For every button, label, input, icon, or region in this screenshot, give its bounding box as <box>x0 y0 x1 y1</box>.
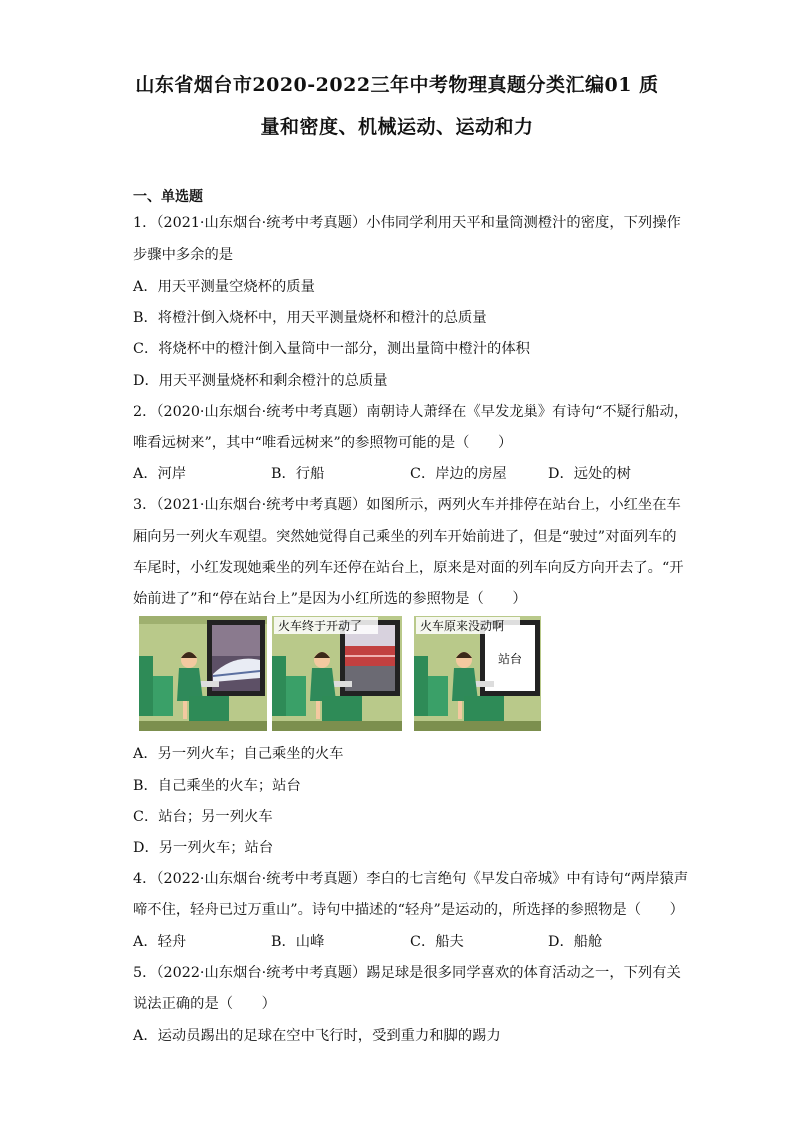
q3-option-b: B．自己乘坐的火车；站台 <box>133 778 301 794</box>
q1-option-b: B．将橙汁倒入烧杯中，用天平测量烧杯和橙汁的总质量 <box>133 310 487 326</box>
figure-caption-3: 站台 <box>498 652 523 666</box>
q5-option-a: A．运动员踢出的足球在空中飞行时，受到重力和脚的踢力 <box>133 1028 501 1044</box>
q2-option-a: A．河岸 <box>133 466 187 482</box>
q3-option-a: A．另一列火车；自己乘坐的火车 <box>133 746 344 762</box>
q2-option-c: C．岸边的房屋 <box>410 466 507 482</box>
figure-panel-1 <box>139 616 267 731</box>
doc-title-line-1: 山东省烟台市2020-2022三年中考物理真题分类汇编01 质 <box>135 74 659 96</box>
q3-option-c: C．站台；另一列火车 <box>133 809 273 825</box>
q3-option-d: D．另一列火车；站台 <box>133 840 274 856</box>
q1-stem-line-2: 步骤中多余的是 <box>133 247 234 263</box>
q1-stem-line-1: 1．（2021·山东烟台·统考中考真题）小伟同学利用天平和量筒测橙汁的密度，下列操作 <box>133 215 681 231</box>
q4-option-a: A．轻舟 <box>133 934 187 950</box>
q1-option-d: D．用天平测量烧杯和剩余橙汁的总质量 <box>133 373 388 389</box>
q4-stem-line-1: 4．（2022·山东烟台·统考中考真题）李白的七言绝句《早发白帝城》中有诗句“两岸猿声 <box>133 871 689 887</box>
q2-stem-line-1: 2．（2020·山东烟台·统考中考真题）南朝诗人萧绎在《早发龙巢》有诗句“不疑行船动， <box>133 404 689 420</box>
q4-stem-line-2: 啼不住，轻舟已过万重山”。诗句中描述的“轻舟”是运动的，所选择的参照物是（ ） <box>133 902 684 918</box>
figure-panel-2 <box>272 616 402 731</box>
q5-stem-line-2: 说法正确的是（ ） <box>133 996 276 1012</box>
q1-option-a: A．用天平测量空烧杯的质量 <box>133 279 315 295</box>
q4-option-d: D．船舱 <box>548 934 603 950</box>
q2-option-d: D．远处的树 <box>548 466 631 482</box>
q4-option-b: B．山峰 <box>271 934 325 950</box>
q5-stem-line-1: 5．（2022·山东烟台·统考中考真题）踢足球是很多同学喜欢的体育活动之一，下列有关 <box>133 965 681 981</box>
q4-option-c: C．船夫 <box>410 934 464 950</box>
q3-stem-line-3: 车尾时，小红发现她乘坐的列车还停在站台上，原来是对面的列车向反方向开去了。“开 <box>133 560 684 576</box>
figure-panel-3 <box>414 616 541 731</box>
q2-option-b: B．行船 <box>271 466 325 482</box>
doc-title-line-2: 量和密度、机械运动、运动和力 <box>260 116 534 138</box>
section-heading: 一、单选题 <box>133 189 203 205</box>
figure-caption-2: 火车原来没动啊 <box>420 619 505 633</box>
q3-figure <box>139 616 541 731</box>
q3-stem-line-1: 3．（2021·山东烟台·统考中考真题）如图所示，两列火车并排停在站台上，小红坐在车 <box>133 497 681 513</box>
q3-stem-line-4: 始前进了”和“停在站台上”是因为小红所选的参照物是（ ） <box>133 591 527 607</box>
q1-option-c: C．将烧杯中的橙汁倒入量筒中一部分，测出量筒中橙汁的体积 <box>133 341 530 357</box>
q2-stem-line-2: 唯看远树来”，其中“唯看远树来”的参照物可能的是（ ） <box>133 435 513 451</box>
figure-caption-1: 火车终于开动了 <box>278 619 363 633</box>
q3-stem-line-2: 厢向另一列火车观望。突然她觉得自己乘坐的列车开始前进了，但是“驶过”对面列车的 <box>133 529 677 545</box>
